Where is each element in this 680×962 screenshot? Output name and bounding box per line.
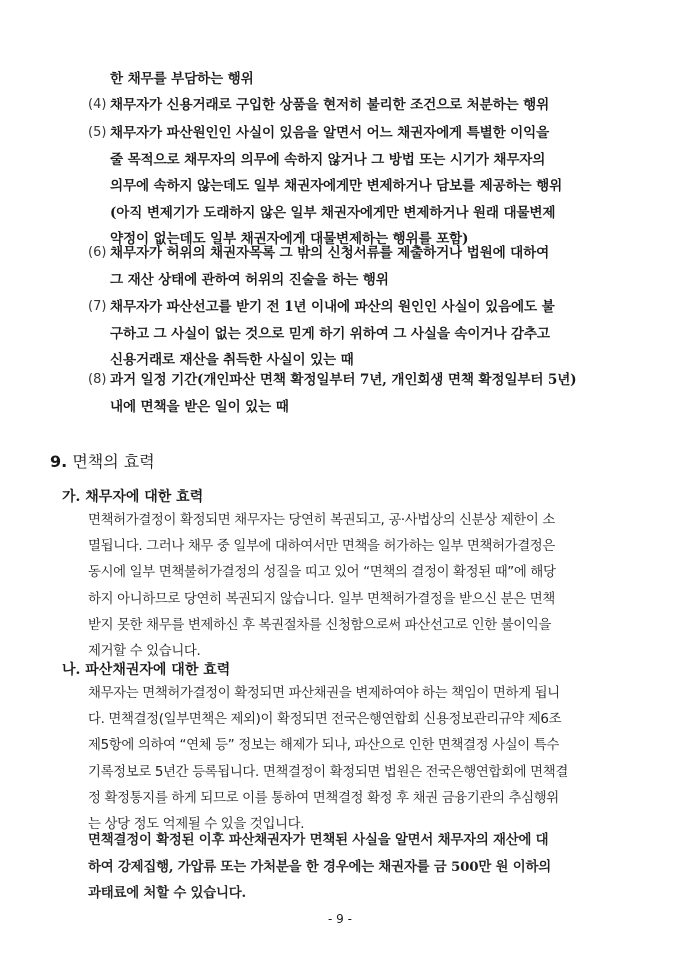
item-text: 채무자가 파산선고를 받기 전 1년 이내에 파산의 원인인 사실이 있음에도 불 구하고 그 사실이 없는 것으로 믿게 하기 위하여 그 사실을 속이거나 감추고 신용거래로 재산을 취득한 사실이 있는 때	[110, 299, 555, 368]
continued-text: 한 채무를 부담하는 행위	[110, 71, 254, 87]
section-heading	[50, 452, 155, 472]
item-number: (6)	[88, 245, 107, 260]
section-number: 9.	[50, 452, 68, 471]
item-number: (5)	[88, 125, 107, 140]
subsection-heading-na: 나. 파산채권자에 대한 효력	[62, 662, 231, 678]
item-number: (7)	[88, 299, 107, 314]
page-number: - 9 -	[328, 912, 352, 926]
emphasis-paragraph: 면책결정이 확정된 이후 파산채권자가 면책된 사실을 알면서 채무자의 재산에 대 하여 강제집행, 가압류 또는 가처분을 한 경우에는 채권자를 금 500만 원 이하의 과태료에 처할 수 있습니다.	[88, 832, 551, 901]
item-text: 채무자가 파산원인인 사실이 있음을 알면서 어느 채권자에게 특별한 이익을 줄 목적으로 채무자의 의무에 속하지 않거나 그 방법 또는 시기가 채무자의 의무에 속하지 않는데도 일부 채권자에게만 변제하거나 담보를 제공하는 행위 (아직 변제기가 도래하지 않은 일부 채권자에게만 변제하거나 원래 대물변제 약정이 없는데도 일부 채권자에게 대물변제하는 행위를 포함)	[110, 125, 563, 247]
paragraph: 채무자는 면책허가결정이 확정되면 파산채권을 변제하여야 하는 책임이 면하게 됩니 다. 면책결정(일부면책은 제외)이 확정되면 전국은행연합회 신용정보관리규약 제6조 제5항에 의하여 “연체 등” 정보는 해제가 되나, 파산으로 인한 면책결정 사실이 특수 기록정보로 5년간 등록됩니다. 면책결정이 확정되면 법원은 전국은행연합회에 면책결 정 확정통지를 하게 되므로 이를 통하여 면책결정 확정 후 채권 금융기관의 추심행위 는 상당 정도 억제될 수 있을 것입니다.	[88, 686, 568, 833]
item-text: 과거 일정 기간(개인파산 면책 확정일부터 7년, 개인회생 면책 확정일부터 5년) 내에 면책을 받은 일이 있는 때	[110, 372, 577, 415]
subsection-heading-ga: 가. 채무자에 대한 효력	[62, 489, 204, 505]
item-number: (8)	[88, 372, 107, 387]
section-title: 면책의 효력	[72, 452, 155, 471]
item-text: 채무자가 신용거래로 구입한 상품을 현저히 불리한 조건으로 처분하는 행위	[110, 97, 550, 113]
item-number: (4)	[88, 97, 107, 112]
item-text: 채무자가 허위의 채권자목록 그 밖의 신청서류를 제출하거나 법원에 대하여 그 재산 상태에 관하여 허위의 진술을 하는 행위	[110, 245, 550, 288]
paragraph: 면책허가결정이 확정되면 채무자는 당연히 복권되고, 공·사법상의 신분상 제한이 소 멸됩니다. 그러나 채무 중 일부에 대하여서만 면책을 허가하는 일부 면책허가결정은 동시에 일부 면책불허가결정의 성질을 띠고 있어 “면책의 결정이 확정된 때”에 해당 하지 아니하므로 당연히 복권되지 않습니다. 일부 면책허가결정을 받으신 분은 면책 받지 못한 채무를 변제하신 후 복권절차를 신청함으로써 파산선고로 인한 불이익을 제거할 수 있습니다.	[88, 513, 556, 660]
